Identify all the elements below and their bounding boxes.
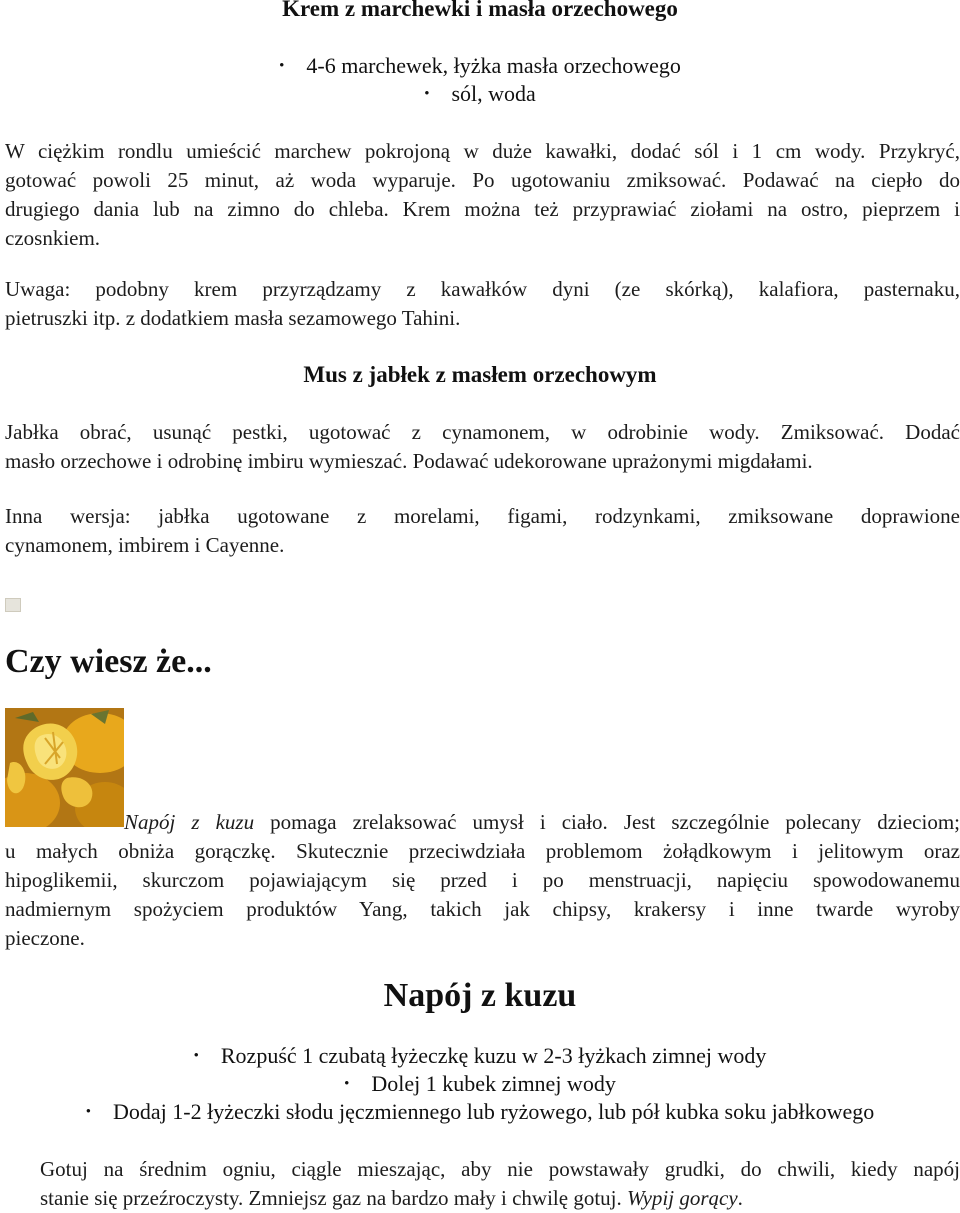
list-item: • Dolej 1 kubek zimnej wody: [344, 1071, 616, 1096]
bullet-icon: •: [279, 58, 285, 74]
bullet-icon: •: [424, 86, 430, 102]
list-item: • sól, woda: [424, 81, 536, 106]
recipe2-title: Mus z jabłek z masłem orzechowym: [303, 362, 657, 387]
kuzu-drink-link: Napój z kuzu: [124, 810, 255, 834]
kuzu-steps-list: [0, 1042, 960, 1126]
list-item: • 4-6 marchewek, łyżka masła orzechowego: [279, 53, 681, 78]
small-image-placeholder: [5, 598, 21, 612]
recipe2-variant: Inna wersja: jabłka ugotowane z morelami, figami, rodzynkami, zmiksowane doprawione cynamonem, imbirem i Cayenne.: [5, 504, 960, 557]
recipe1-instructions: W ciężkim rondlu umieścić marchew pokrojoną w duże kawałki, dodać sól i 1 cm wody. Przykryć, gotować powoli 25 minut, aż woda wyparuje. Po ugotowaniu zmiksować. Podawać na ciepło do drugiego dania lub na zimno do chleba. Krem można też przyprawiać ziołami na ostro, pieprzem i czosnkiem.: [5, 139, 960, 250]
bullet-icon: •: [193, 1048, 199, 1064]
recipe1-ingredient-list: [0, 52, 960, 108]
bullet-icon: •: [85, 1104, 91, 1120]
did-you-know-heading: Czy wiesz że...: [5, 643, 212, 680]
drink-hot-emphasis: Wypij gorący: [627, 1186, 738, 1210]
recipe1-title: Krem z marchewki i masła orzechowego: [282, 0, 678, 21]
recipe2-instructions: Jabłka obrać, usunąć pestki, ugotować z cynamonem, w odrobinie wody. Zmiksować. Dodać masło orzechowe i odrobinę imbiru wymieszać. Podawać udekorowane uprażonymi migdałami.: [5, 420, 960, 473]
kuzu-heading: Napój z kuzu: [383, 977, 577, 1014]
bullet-icon: •: [344, 1076, 350, 1092]
kuzu-instructions: Gotuj na średnim ogniu, ciągle mieszając, aby nie powstawały grudki, do chwili, kiedy napój stanie się przeźroczysty. Zmniejsz gaz na bardzo mały i chwilę gotuj. Wypij gorący.: [40, 1157, 960, 1210]
list-item: • Rozpuść 1 czubatą łyżeczkę kuzu w 2-3 łyżkach zimnej wody: [193, 1043, 767, 1068]
list-item: • Dodaj 1-2 łyżeczki słodu jęczmiennego lub ryżowego, lub pół kubka soku jabłkowego: [85, 1099, 875, 1124]
recipe1-note: Uwaga: podobny krem przyrządzamy z kawałków dyni (ze skórką), kalafiora, pasternaku, pietruszki itp. z dodatkiem masła sezamowego Tahini.: [5, 277, 960, 330]
did-you-know-text: Napój z kuzu pomaga zrelaksować umysł i ciało. Jest szczególnie polecany dzieciom; u małych obniża gorączkę. Skutecznie przeciwdziała problemom żołądkowym i jelitowym oraz hipoglikemii, skurczom pojawiającym się przed i po menstruacji, napięciu spowodowanemu nadmiernym spożyciem produktów Yang, takich jak chipsy, krakersy i inne twarde wyroby pieczone.: [5, 810, 960, 950]
